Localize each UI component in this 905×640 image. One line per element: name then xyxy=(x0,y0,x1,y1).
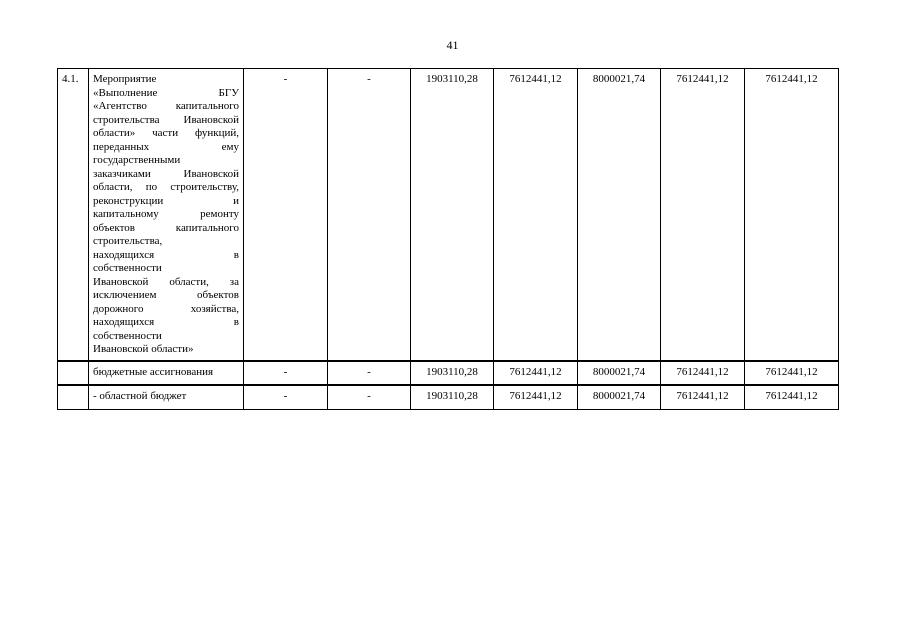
table-row xyxy=(58,385,839,409)
col8-cell: 7612441,12 xyxy=(661,361,745,386)
description-line: области, по строительству, xyxy=(93,181,239,193)
col4-cell: - xyxy=(328,385,411,409)
col5-cell: 1903110,28 xyxy=(411,69,494,361)
description-line: строительства, xyxy=(93,235,163,247)
col6-cell: 7612441,12 xyxy=(494,385,578,409)
description-line: заказчиками Ивановской xyxy=(93,167,239,180)
col4-cell: - xyxy=(328,69,411,361)
description-line: Ивановской области» xyxy=(93,343,194,355)
col7-cell: 8000021,74 xyxy=(578,385,661,409)
col5-cell: 1903110,28 xyxy=(411,361,494,386)
description-line: области» части функций, xyxy=(93,127,239,139)
row-number-cell xyxy=(58,385,89,409)
description-line: Ивановской области, за xyxy=(93,275,239,288)
description-line: дорожного хозяйства, xyxy=(93,302,239,315)
activity-description-cell: бюджетные ассигнования xyxy=(89,361,244,386)
page-number: 41 xyxy=(446,38,459,52)
col9-cell: 7612441,12 xyxy=(745,385,839,409)
col4-cell: - xyxy=(328,361,411,386)
description-line: находящихся в xyxy=(93,316,239,328)
col7-cell: 8000021,74 xyxy=(578,69,661,361)
col5-cell: 1903110,28 xyxy=(411,385,494,409)
description-line: капитальному ремонту xyxy=(93,208,239,220)
description-line: собственности xyxy=(93,329,162,342)
table-row xyxy=(58,361,839,386)
row-number: 4.1. xyxy=(62,73,79,85)
col3-cell: - xyxy=(244,69,328,361)
activity-description-cell: - областной бюджет xyxy=(89,385,244,409)
description-line: «Выполнение БГУ xyxy=(93,86,239,99)
description-line: «Агентство капитального xyxy=(93,100,239,112)
col9-cell: 7612441,12 xyxy=(745,69,839,361)
col6-cell: 7612441,12 xyxy=(494,361,578,386)
description-line: переданных ему xyxy=(93,140,239,153)
activity-description-cell xyxy=(89,69,244,361)
row-number-cell xyxy=(58,361,89,386)
budget-table xyxy=(57,68,839,410)
description-line: строительства Ивановской xyxy=(93,113,239,126)
table-row xyxy=(58,69,839,361)
description-line: объектов капитального xyxy=(93,221,239,234)
col8-cell: 7612441,12 xyxy=(661,69,745,361)
col3-cell: - xyxy=(244,385,328,409)
description-line: Мероприятие xyxy=(93,73,157,85)
row-number-cell xyxy=(58,69,89,361)
description-line: реконструкции и xyxy=(93,194,239,207)
description-line: собственности xyxy=(93,262,162,274)
col6-cell: 7612441,12 xyxy=(494,69,578,361)
col9-cell: 7612441,12 xyxy=(745,361,839,386)
description-line: государственными xyxy=(93,154,181,166)
col8-cell: 7612441,12 xyxy=(661,385,745,409)
col7-cell: 8000021,74 xyxy=(578,361,661,386)
col3-cell: - xyxy=(244,361,328,386)
description-line: исключением объектов xyxy=(93,289,239,301)
description-line: находящихся в xyxy=(93,248,239,261)
